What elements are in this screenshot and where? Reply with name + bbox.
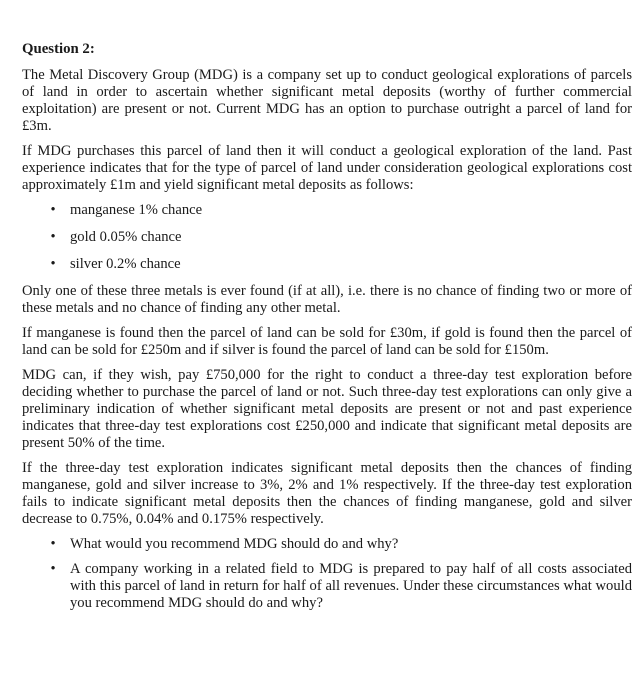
list-item-text: What would you recommend MDG should do and why? — [70, 536, 399, 552]
metal-chance-list — [22, 202, 632, 273]
bullet-icon: • — [50, 256, 56, 272]
test-exploration-paragraph: MDG can, if they wish, pay £750,000 for the right to conduct a three-day test exploration before deciding whether to purchase the parcel of land or not. Such three-day test explorations can only give a preliminary indication of whether significant metal deposits are present or not and past experience indicates that three-day test explorations cost £250,000 and indicate that significant metal deposits are present 50% of the time. — [22, 367, 632, 451]
question-list — [22, 536, 632, 612]
bullet-icon: • — [50, 561, 56, 577]
bullet-icon: • — [50, 229, 56, 245]
bullet-icon: • — [50, 202, 56, 218]
list-item-question-2 — [22, 561, 632, 612]
list-item-text: A company working in a related field to MDG is prepared to pay half of all costs associated with this parcel of land in return for half of all revenues. Under these circumstances what would you recommend MDG should do and why? — [70, 561, 632, 611]
list-item-text: gold 0.05% chance — [70, 229, 182, 245]
question-heading: Question 2: — [22, 41, 95, 57]
revised-chances-paragraph: If the three-day test exploration indicates significant metal deposits then the chances of finding manganese, gold and silver increase to 3%, 2% and 1% respectively. If the three-day test exploration fails to indicate significant metal deposits then the chances of finding manganese, gold and silver decrease to 0.75%, 0.04% and 0.175% respectively. — [22, 460, 632, 527]
exclusivity-paragraph: Only one of these three metals is ever found (if at all), i.e. there is no chance of finding two or more of these metals and no chance of finding any other metal. — [22, 283, 632, 316]
list-item-text: manganese 1% chance — [70, 202, 203, 218]
list-item-question-1 — [22, 536, 632, 553]
exploration-paragraph: If MDG purchases this parcel of land then it will conduct a geological exploration of the land. Past experience indicates that for the type of parcel of land under consideration geological explorations cost approximately £1m and yield significant metal deposits as follows: — [22, 143, 632, 193]
bullet-icon: • — [50, 536, 56, 552]
sale-values-paragraph: If manganese is found then the parcel of land can be sold for £30m, if gold is found then the parcel of land can be sold for £250m and if silver is found the parcel of land can be sold for £150m. — [22, 325, 632, 358]
list-item-manganese — [22, 202, 632, 219]
list-item-gold — [22, 229, 632, 246]
list-item-text: silver 0.2% chance — [70, 256, 181, 272]
list-item-silver — [22, 256, 632, 273]
intro-paragraph: The Metal Discovery Group (MDG) is a company set up to conduct geological explorations of parcels of land in order to ascertain whether significant metal deposits (worthy of further commercial exploitation) are present or not. Current MDG has an option to purchase outright a parcel of land for £3m. — [22, 67, 632, 134]
